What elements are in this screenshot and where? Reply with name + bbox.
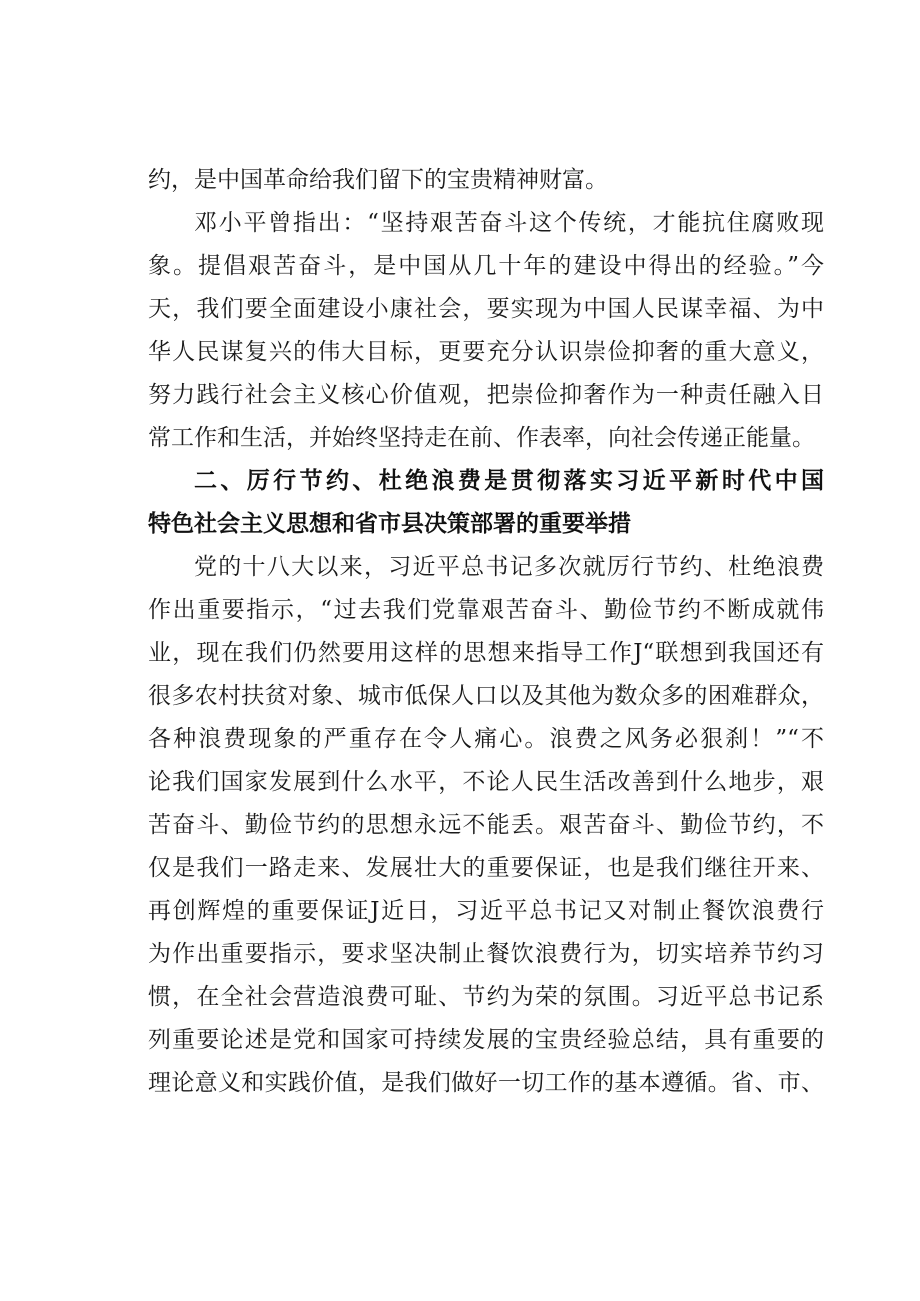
paragraph-line: 惯，在全社会营造浪费可耻、节约为荣的氛围。习近平总书记系 bbox=[148, 984, 824, 1010]
paragraph-line: 作出重要指示，“过去我们党靠艰苦奋斗、勤俭节约不断成就伟 bbox=[148, 597, 824, 623]
paragraph-line: 为作出重要指示，要求坚决制止餐饮浪费行为，切实培养节约习 bbox=[148, 941, 824, 967]
paragraph-line: 华人民谋复兴的伟大目标，更要充分认识崇俭抑奢的重大意义， bbox=[148, 339, 824, 365]
paragraph-line: 常工作和生活，并始终坚持走在前、作表率，向社会传递正能量。 bbox=[148, 425, 815, 451]
paragraph-line: 党的十八大以来，习近平总书记多次就厉行节约、杜绝浪费 bbox=[194, 554, 824, 580]
paragraph-line: 天，我们要全面建设小康社会，要实现为中国人民谋幸福、为中 bbox=[148, 296, 824, 322]
paragraph-line: 业，现在我们仍然要用这样的思想来指导工作J“联想到我国还有 bbox=[148, 640, 824, 666]
paragraph-line: 苦奋斗、勤俭节约的思想永远不能丢。艰苦奋斗、勤俭节约，不 bbox=[148, 812, 824, 838]
section-heading-line: 特色社会主义思想和省市县决策部署的重要举措 bbox=[148, 511, 631, 537]
paragraph-line: 列重要论述是党和国家可持续发展的宝贵经验总结，具有重要的 bbox=[148, 1027, 824, 1053]
paragraph-line: 努力践行社会主义核心价值观，把崇俭抑奢作为一种责任融入日 bbox=[148, 382, 824, 408]
paragraph-line: 理论意义和实践价值，是我们做好一切工作的基本遵循。省、市、 bbox=[148, 1070, 824, 1096]
paragraph-line: 仅是我们一路走来、发展壮大的重要保证，也是我们继往开来、 bbox=[148, 855, 824, 881]
paragraph-line: 邓小平曾指出：“坚持艰苦奋斗这个传统，才能抗住腐败现 bbox=[194, 210, 824, 236]
paragraph-line: 各种浪费现象的严重存在令人痛心。浪费之风务必狠刹！”“不 bbox=[148, 726, 824, 752]
section-heading-line: 二、厉行节约、杜绝浪费是贯彻落实习近平新时代中国 bbox=[194, 468, 824, 494]
paragraph-line: 再创辉煌的重要保证J近日，习近平总书记又对制止餐饮浪费行 bbox=[148, 898, 824, 924]
paragraph-line: 论我们国家发展到什么水平，不论人民生活改善到什么地步，艰 bbox=[148, 769, 824, 795]
paragraph-line: 象。提倡艰苦奋斗，是中国从几十年的建设中得出的经验。”今 bbox=[148, 253, 824, 279]
paragraph-line: 约，是中国革命给我们留下的宝贵精神财富。 bbox=[148, 167, 608, 193]
paragraph-line: 很多农村扶贫对象、城市低保人口以及其他为数众多的困难群众， bbox=[148, 683, 824, 709]
